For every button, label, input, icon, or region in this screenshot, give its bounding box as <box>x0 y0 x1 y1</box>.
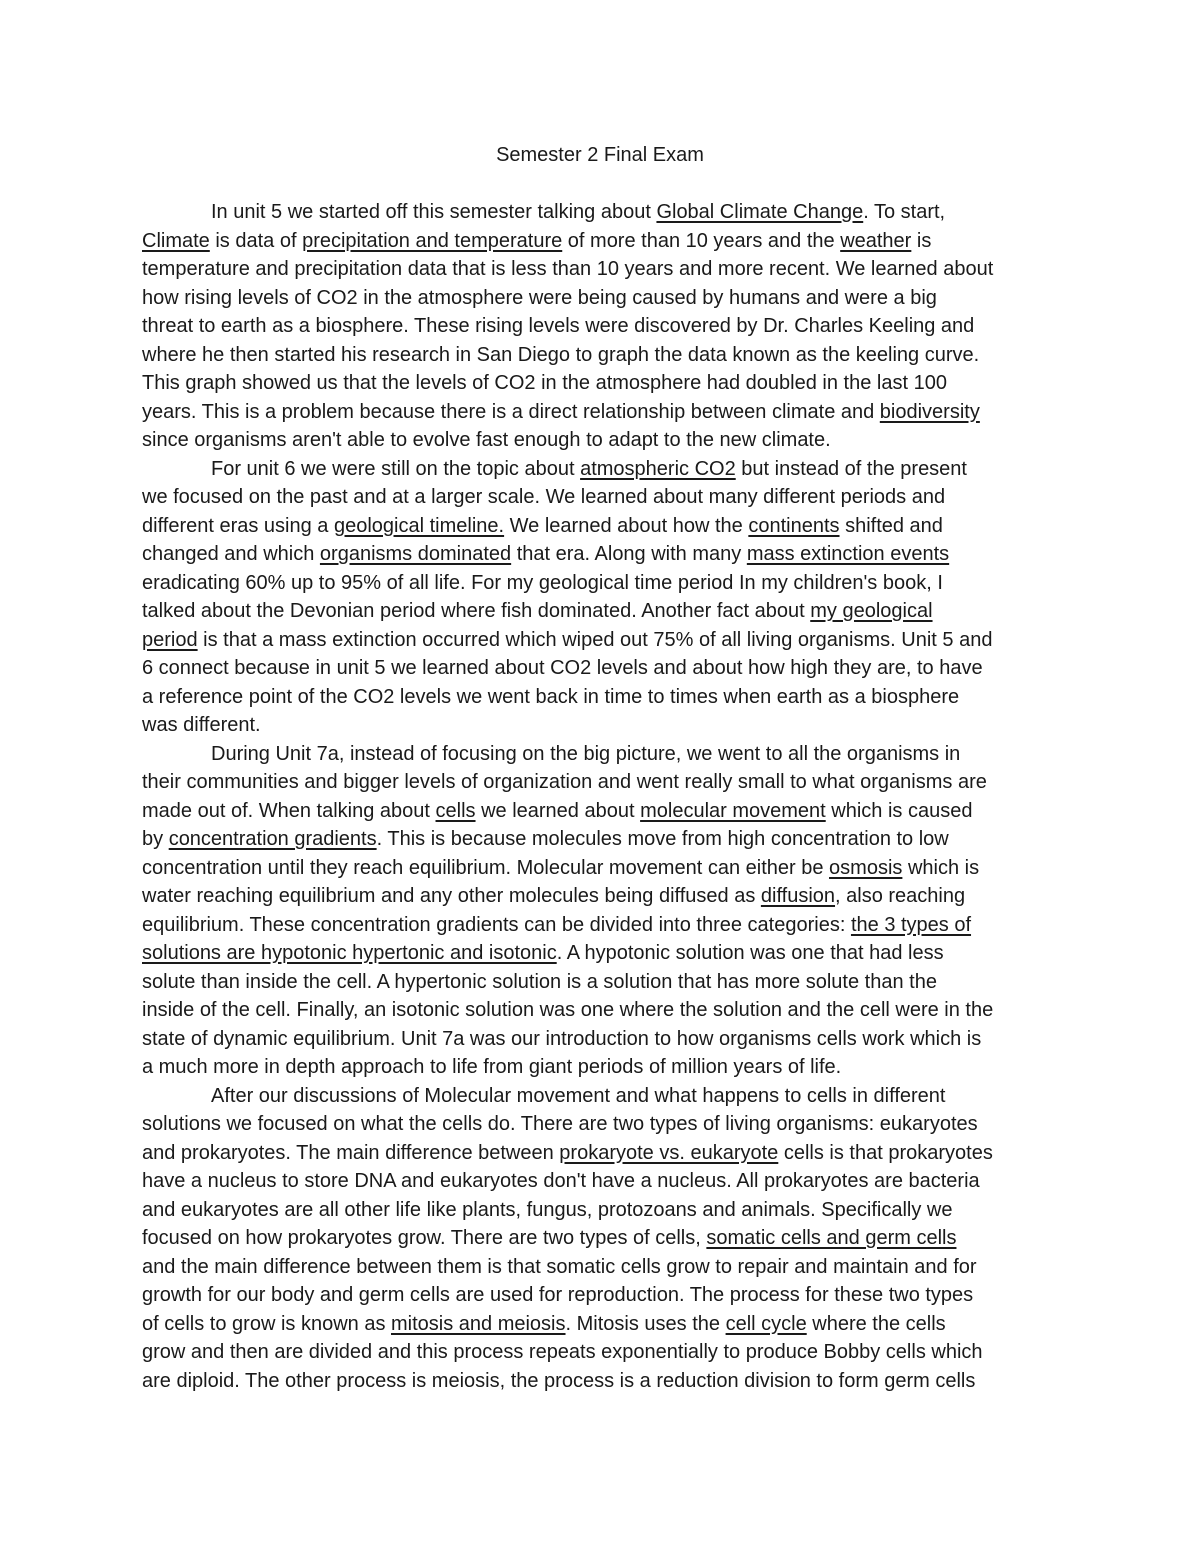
text-line <box>142 369 1072 398</box>
text-line <box>142 512 1072 541</box>
text-run: This graph showed us that the levels of CO2 in the atmosphere had doubled in the last 100 <box>142 372 947 394</box>
text-run: concentration until they reach equilibrium. Molecular movement can either be <box>142 856 830 879</box>
underlined-term: solutions are hypotonic hypertonic and isotonic <box>142 942 557 964</box>
text-run: years. This is a problem because there is a direct relationship between climate and <box>142 400 880 423</box>
text-line <box>142 1053 1072 1082</box>
text-run: and the main difference between them is that somatic cells grow to repair and maintain and for <box>142 1255 977 1278</box>
text-run: are diploid. The other process is meiosis, the process is a reduction division to form germ cells <box>142 1369 976 1392</box>
text-run: eradicating 60% up to 95% of all life. For my geological time period In my children's book, I <box>142 571 943 594</box>
text-run: we learned about <box>475 799 641 822</box>
text-run: is <box>911 229 932 252</box>
text-run: In unit 5 we started off this semester talking about <box>211 201 657 223</box>
text-run: different eras using a <box>142 514 334 537</box>
text-run: shifted and <box>839 514 943 537</box>
text-line <box>142 483 1072 512</box>
document-body <box>142 198 1072 1395</box>
text-line <box>142 911 1072 940</box>
text-run: where he then started his research in San Diego to graph the data known as the keeling curve. <box>142 343 980 366</box>
text-line <box>142 1281 1072 1310</box>
underlined-term: cells <box>435 799 476 822</box>
text-run: a reference point of the CO2 levels we went back in time to times when earth as a biosphere <box>142 685 960 708</box>
text-run: which is caused <box>825 799 973 822</box>
text-run: changed and which <box>142 543 320 565</box>
text-line <box>142 341 1072 370</box>
underlined-term: cell cycle <box>725 1312 807 1335</box>
text-run: solutions we focused on what the cells do. There are two types of living organisms: eukaryotes <box>142 1113 978 1135</box>
text-run: threat to earth as a biosphere. These rising levels were discovered by Dr. Charles Keeling and <box>142 315 975 337</box>
text-run: 6 connect because in unit 5 we learned about CO2 levels and about how high they are, to have <box>142 657 983 679</box>
underlined-term: biodiversity <box>879 400 980 423</box>
text-run: During Unit 7a, instead of focusing on the big picture, we went to all the organisms in <box>211 742 961 765</box>
text-line <box>142 996 1072 1025</box>
text-line <box>142 1110 1072 1139</box>
text-run: . To start, <box>863 201 946 223</box>
text-line <box>142 1082 1072 1111</box>
underlined-term: molecular movement <box>640 799 826 822</box>
text-line <box>142 1025 1072 1054</box>
text-run: We learned about how the <box>504 514 749 537</box>
text-line <box>142 284 1072 313</box>
text-run: their communities and bigger levels of organization and went really small to what organisms are <box>142 771 987 793</box>
text-line <box>142 1196 1072 1225</box>
underlined-term: organisms dominated <box>319 543 512 565</box>
page-title: Semester 2 Final Exam <box>496 144 704 166</box>
text-line <box>142 1338 1072 1367</box>
text-run: water reaching equilibrium and any other molecules being diffused as <box>142 885 761 907</box>
paragraph <box>142 455 1072 740</box>
paragraph <box>142 740 1072 1082</box>
text-line <box>142 255 1072 284</box>
underlined-term: Global Climate Change <box>656 201 864 223</box>
text-line <box>142 626 1072 655</box>
text-run: growth for our body and germ cells are used for reproduction. The process for these two types <box>142 1284 974 1306</box>
underlined-term: concentration gradients <box>168 828 377 850</box>
text-run: After our discussions of Molecular movement and what happens to cells in different <box>211 1084 946 1107</box>
text-line <box>142 711 1072 740</box>
text-line <box>142 1139 1072 1168</box>
text-line <box>142 882 1072 911</box>
text-run: was different. <box>142 714 261 736</box>
text-line <box>142 683 1072 712</box>
text-run: , also reaching <box>835 885 966 907</box>
text-run: cells is that prokaryotes <box>778 1141 993 1164</box>
underlined-term: period <box>142 628 198 651</box>
text-line <box>142 198 1072 227</box>
text-run: state of dynamic equilibrium. Unit 7a was our introduction to how organisms cells work which is <box>142 1027 982 1050</box>
text-run: temperature and precipitation data that is less than 10 years and more recent. We learned about <box>142 258 994 280</box>
text-run: is that a mass extinction occurred which wiped out 75% of all living organisms. Unit 5 and <box>197 628 993 651</box>
text-line <box>142 968 1072 997</box>
text-run: equilibrium. These concentration gradients can be divided into three categories: <box>142 913 851 936</box>
text-run: how rising levels of CO2 in the atmosphere were being caused by humans and were a big <box>142 286 937 309</box>
text-line <box>142 1253 1072 1282</box>
text-run: which is <box>902 856 980 879</box>
text-run: inside of the cell. Finally, an isotonic solution was one where the solution and the cell were in the <box>142 999 994 1021</box>
text-line <box>142 1167 1072 1196</box>
text-run: solute than inside the cell. A hypertonic solution is a solution that has more solute than the <box>142 970 937 993</box>
text-line <box>142 740 1072 769</box>
text-line <box>142 426 1072 455</box>
text-line <box>142 768 1072 797</box>
text-run: talked about the Devonian period where fish dominated. Another fact about <box>142 600 811 622</box>
text-run: focused on how prokaryotes grow. There are two types of cells, <box>142 1227 707 1249</box>
text-line <box>142 1310 1072 1339</box>
underlined-term: my geological <box>810 600 933 622</box>
underlined-term: mass extinction events <box>746 543 950 565</box>
text-run: we focused on the past and at a larger scale. We learned about many different periods and <box>142 486 946 508</box>
text-run: by <box>142 828 169 850</box>
text-run: of cells to grow is known as <box>142 1312 391 1335</box>
underlined-term: somatic cells and germ cells <box>706 1227 957 1249</box>
text-run: where the cells <box>806 1312 946 1335</box>
text-line <box>142 312 1072 341</box>
text-line <box>142 597 1072 626</box>
text-run: and eukaryotes are all other life like plants, fungus, protozoans and animals. Specifically we <box>142 1198 953 1221</box>
text-run: is data of <box>209 229 303 252</box>
text-run: since organisms aren't able to evolve fast enough to adapt to the new climate. <box>142 429 831 451</box>
text-line <box>142 825 1072 854</box>
text-run: . Mitosis uses the <box>565 1312 726 1335</box>
text-line <box>142 939 1072 968</box>
paragraph <box>142 198 1072 455</box>
underlined-term: the 3 types of <box>850 913 972 936</box>
underlined-term: Climate <box>142 229 210 252</box>
underlined-term: mitosis and meiosis <box>391 1312 566 1335</box>
text-line <box>142 569 1072 598</box>
underlined-term: precipitation and temperature <box>302 229 563 252</box>
paragraph <box>142 1082 1072 1396</box>
text-line <box>142 455 1072 484</box>
text-run: that era. Along with many <box>511 543 747 565</box>
text-line <box>142 854 1072 883</box>
text-run: have a nucleus to store DNA and eukaryotes don't have a nucleus. All prokaryotes are bacteria <box>142 1170 980 1192</box>
text-run: and prokaryotes. The main difference between <box>142 1141 560 1164</box>
text-run: . A hypotonic solution was one that had less <box>556 942 944 964</box>
text-line <box>142 540 1072 569</box>
text-run: but instead of the present <box>735 457 967 480</box>
text-line <box>142 227 1072 256</box>
text-run: For unit 6 we were still on the topic about <box>211 457 581 480</box>
underlined-term: geological timeline. <box>333 514 505 537</box>
text-run: . This is because molecules move from high concentration to low <box>376 828 949 850</box>
underlined-term: prokaryote vs. eukaryote <box>559 1141 779 1164</box>
text-run: a much more in depth approach to life from giant periods of million years of life. <box>142 1056 842 1078</box>
underlined-term: continents <box>748 514 840 537</box>
underlined-term: diffusion <box>760 885 836 907</box>
text-run: grow and then are divided and this process repeats exponentially to produce Bobby cells which <box>142 1341 983 1363</box>
text-run: of more than 10 years and the <box>562 229 841 252</box>
underlined-term: osmosis <box>829 856 903 879</box>
underlined-term: weather <box>840 229 912 252</box>
text-run: made out of. When talking about <box>142 799 436 822</box>
underlined-term: atmospheric CO2 <box>580 457 736 480</box>
text-line <box>142 1224 1072 1253</box>
text-line <box>142 797 1072 826</box>
text-line <box>142 398 1072 427</box>
text-line <box>142 654 1072 683</box>
text-line <box>142 1367 1072 1396</box>
